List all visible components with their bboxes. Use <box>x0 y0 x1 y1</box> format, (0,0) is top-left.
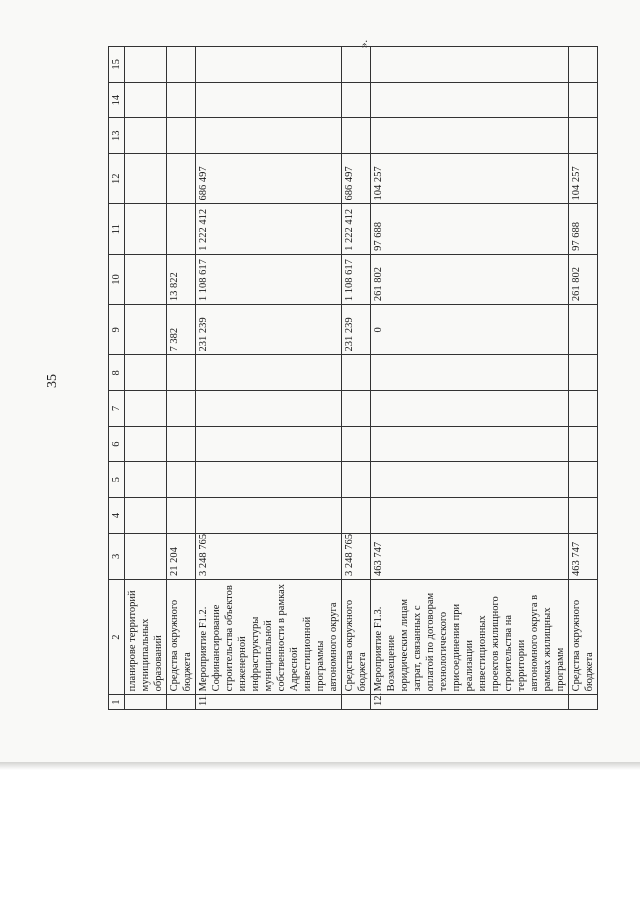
value-cell: 686 497 <box>342 154 371 204</box>
row-number-cell: 11. <box>196 695 342 710</box>
value-cell <box>569 498 598 534</box>
description-cell: Средства окружного бюджета <box>167 579 196 694</box>
value-cell <box>167 154 196 204</box>
column-number-header: 6 <box>109 426 125 462</box>
value-cell <box>167 498 196 534</box>
value-cell <box>342 462 371 498</box>
value-cell <box>196 47 342 83</box>
value-cell: 261 802 <box>371 254 569 304</box>
table-header-row <box>109 47 125 710</box>
value-cell <box>125 118 167 154</box>
value-cell <box>569 305 598 355</box>
value-cell <box>342 118 371 154</box>
value-cell <box>371 391 569 427</box>
value-cell <box>196 391 342 427</box>
value-cell <box>342 426 371 462</box>
value-cell: 231 239 <box>342 305 371 355</box>
value-cell: 21 204 <box>167 533 196 579</box>
page-number: 35 <box>45 374 60 388</box>
column-number-header: 15 <box>109 47 125 83</box>
value-cell: 13 822 <box>167 254 196 304</box>
column-number-header: 4 <box>109 498 125 534</box>
value-cell: 104 257 <box>569 154 598 204</box>
value-cell <box>371 82 569 118</box>
value-cell <box>371 498 569 534</box>
value-cell <box>342 391 371 427</box>
value-cell <box>569 82 598 118</box>
rotated-table-wrapper <box>108 46 595 710</box>
value-cell <box>125 462 167 498</box>
value-cell: 3 248 765 <box>196 533 342 579</box>
column-number-header: 14 <box>109 82 125 118</box>
value-cell <box>569 355 598 391</box>
row-number-cell <box>569 695 598 710</box>
value-cell: 97 688 <box>569 204 598 254</box>
row-number-cell <box>342 695 371 710</box>
description-cell: планирове территорий муниципальных образований <box>125 579 167 694</box>
value-cell: 261 802 <box>569 254 598 304</box>
value-cell: 1 222 412 <box>342 204 371 254</box>
table-row <box>125 47 167 710</box>
value-cell: 7 382 <box>167 305 196 355</box>
table-row <box>196 47 342 710</box>
table-row <box>371 47 569 710</box>
value-cell <box>167 118 196 154</box>
value-cell <box>125 426 167 462</box>
column-number-header: 7 <box>109 391 125 427</box>
value-cell <box>196 462 342 498</box>
value-cell <box>125 204 167 254</box>
value-cell: 1 108 617 <box>196 254 342 304</box>
value-cell <box>167 204 196 254</box>
value-cell <box>167 355 196 391</box>
value-cell <box>342 47 371 83</box>
row-number-cell <box>167 695 196 710</box>
description-cell: Средства окружного бюджета <box>342 579 371 694</box>
table-row <box>167 47 196 710</box>
column-number-header: 8 <box>109 355 125 391</box>
value-cell: 463 747 <box>371 533 569 579</box>
value-cell <box>569 118 598 154</box>
value-cell <box>125 82 167 118</box>
column-number-header: 9 <box>109 305 125 355</box>
value-cell <box>569 47 598 83</box>
value-cell <box>371 47 569 83</box>
value-cell: 104 257 <box>371 154 569 204</box>
value-cell <box>167 47 196 83</box>
value-cell <box>125 533 167 579</box>
value-cell <box>125 498 167 534</box>
table-row <box>342 47 371 710</box>
value-cell <box>371 355 569 391</box>
value-cell <box>125 154 167 204</box>
value-cell: 0 <box>371 305 569 355</box>
value-cell <box>371 118 569 154</box>
value-cell <box>196 355 342 391</box>
value-cell <box>371 462 569 498</box>
value-cell <box>196 118 342 154</box>
value-cell <box>371 426 569 462</box>
table-row <box>569 47 598 710</box>
value-cell <box>342 82 371 118</box>
scan-edge <box>0 762 640 770</box>
value-cell: 1 222 412 <box>196 204 342 254</box>
column-number-header: 12 <box>109 154 125 204</box>
column-number-header: 1 <box>109 695 125 710</box>
budget-table <box>108 46 598 710</box>
value-cell <box>125 391 167 427</box>
value-cell <box>569 391 598 427</box>
value-cell <box>125 305 167 355</box>
value-cell <box>125 47 167 83</box>
column-number-header: 2 <box>109 579 125 694</box>
value-cell <box>196 498 342 534</box>
value-cell: 97 688 <box>371 204 569 254</box>
column-number-header: 10 <box>109 254 125 304</box>
value-cell <box>167 82 196 118</box>
value-cell <box>342 355 371 391</box>
description-cell: Мероприятие F1.3. Возмещение юридическим лицам затрат, связанных с оплатой по договорам технологического присоединения при реализации инвестиционных проектов жилищного строительства на территории автономного округа в рамках жилищных программ <box>371 579 569 694</box>
value-cell <box>167 462 196 498</box>
column-number-header: 3 <box>109 533 125 579</box>
value-cell <box>125 355 167 391</box>
value-cell <box>167 391 196 427</box>
value-cell <box>167 426 196 462</box>
column-number-header: 13 <box>109 118 125 154</box>
value-cell: 463 747 <box>569 533 598 579</box>
description-cell: Мероприятие F1.2. Софинансирование строительства объектов инженерной инфраструктуры муниципальной собственности в рамках Адресной инвестиционной программы автономного округа <box>196 579 342 694</box>
value-cell: 231 239 <box>196 305 342 355</box>
value-cell <box>196 426 342 462</box>
description-cell: Средства окружного бюджета <box>569 579 598 694</box>
value-cell <box>125 254 167 304</box>
value-cell: 3 248 765 <box>342 533 371 579</box>
value-cell <box>196 82 342 118</box>
column-number-header: 11 <box>109 204 125 254</box>
column-number-header: 5 <box>109 462 125 498</box>
value-cell: 686 497 <box>196 154 342 204</box>
value-cell <box>569 462 598 498</box>
value-cell: 1 108 617 <box>342 254 371 304</box>
row-number-cell: 12. <box>371 695 569 710</box>
value-cell <box>342 498 371 534</box>
value-cell <box>569 426 598 462</box>
row-number-cell <box>125 695 167 710</box>
closing-quote-mark: ». <box>358 39 371 49</box>
